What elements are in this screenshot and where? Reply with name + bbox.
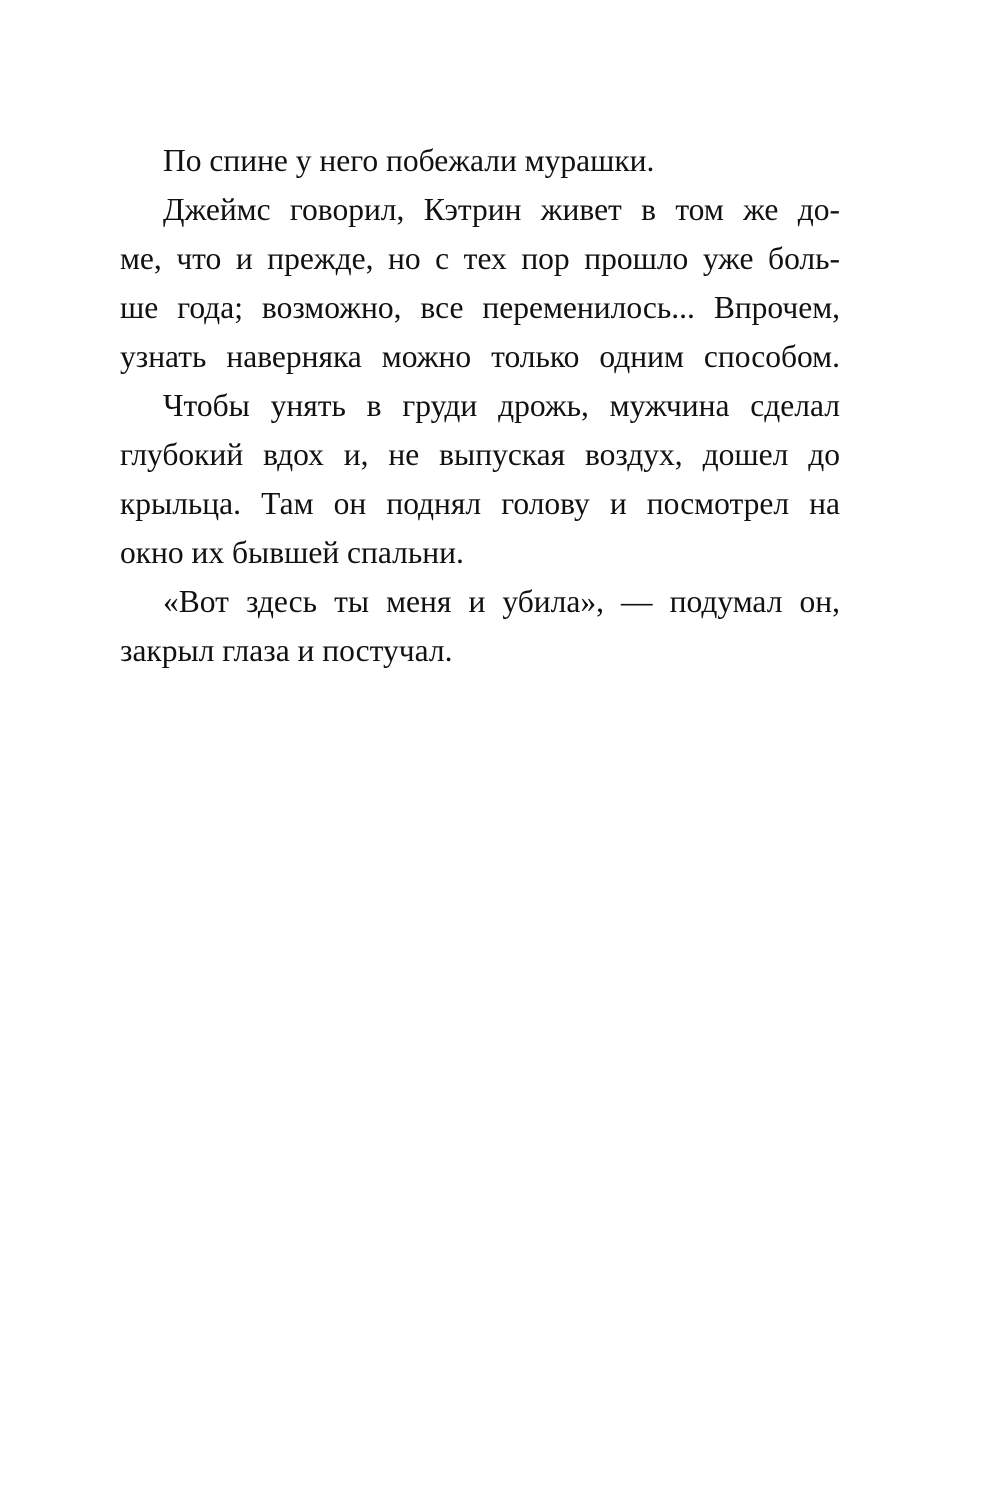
text-line: глубокий вдох и, не выпуская воздух, дошел до	[120, 437, 840, 472]
text-line: «Вот здесь ты меня и убила», — подумал он,	[163, 584, 840, 619]
text-line: Джеймс говорил, Кэтрин живет в том же до-	[163, 192, 840, 227]
text-line: Чтобы унять в груди дрожь, мужчина сделал	[163, 388, 840, 423]
text-line: узнать наверняка можно только одним способом.	[120, 339, 840, 374]
text-line: ше года; возможно, все переменилось... Впрочем,	[120, 290, 840, 325]
text-line: По спине у него побежали мурашки.	[163, 143, 655, 178]
text-line: окно их бывшей спальни.	[120, 535, 464, 570]
body-text	[120, 136, 840, 675]
text-line: ме, что и прежде, но с тех пор прошло уже боль-	[120, 241, 840, 276]
text-line: закрыл глаза и постучал.	[120, 633, 453, 668]
text-line: крыльца. Там он поднял голову и посмотрел на	[120, 486, 840, 521]
